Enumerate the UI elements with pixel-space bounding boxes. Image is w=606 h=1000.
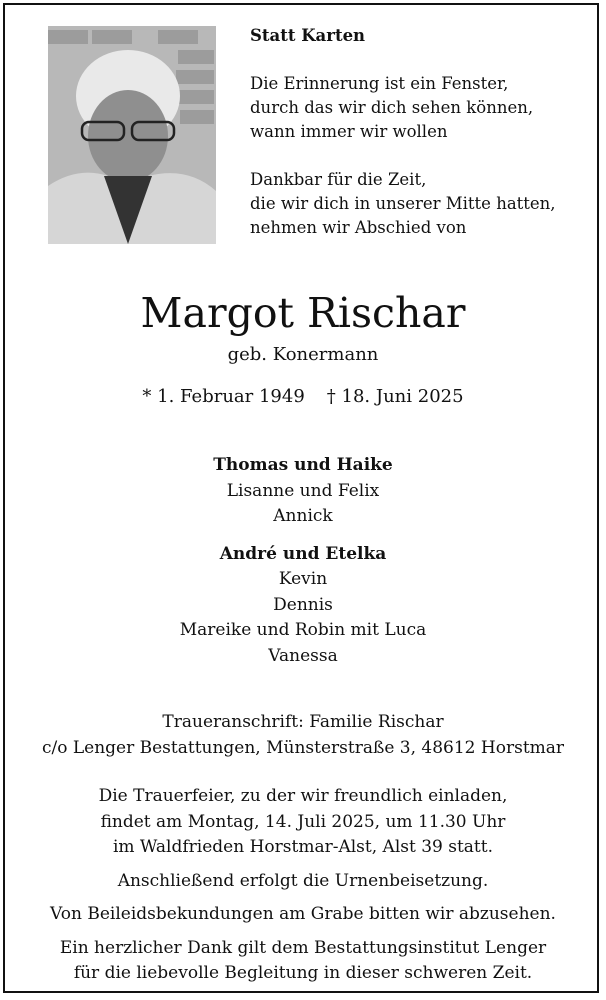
ceremony-line: im Waldfrieden Horstmar-Alst, Alst 39 statt. bbox=[112, 837, 494, 857]
intro-heading: Statt Karten bbox=[250, 26, 366, 45]
maiden-name: geb. Konermann bbox=[227, 344, 379, 365]
intro-verse-2 bbox=[250, 168, 580, 240]
death-date: † 18. Juni 2025 bbox=[326, 386, 464, 407]
portrait-image bbox=[48, 26, 216, 244]
family-member: Kevin bbox=[278, 569, 328, 589]
address-line: Traueranschrift: Familie Rischar bbox=[162, 712, 444, 732]
verse-line: wann immer wir wollen bbox=[250, 122, 448, 141]
funeral-notice bbox=[0, 784, 606, 987]
family-list bbox=[0, 453, 606, 669]
family-group-head: André und Etelka bbox=[219, 543, 387, 564]
thanks-line: Ein herzlicher Dank gilt dem Bestattungsinstitut Lenger bbox=[59, 937, 547, 958]
mourning-address bbox=[0, 710, 606, 761]
verse-line: Dankbar für die Zeit, bbox=[250, 170, 427, 189]
family-member: Mareike und Robin mit Luca bbox=[179, 620, 427, 640]
burial-line: Anschließend erfolgt die Urnenbeisetzung. bbox=[117, 870, 489, 891]
intro-text bbox=[250, 24, 580, 264]
family-member: Dennis bbox=[273, 594, 333, 615]
birth-date: * 1. Februar 1949 bbox=[142, 386, 305, 407]
verse-line: nehmen wir Abschied von bbox=[250, 218, 467, 237]
family-member: Lisanne und Felix bbox=[226, 480, 380, 501]
family-member: Annick bbox=[273, 506, 333, 526]
verse-line: durch das wir dich sehen können, bbox=[250, 98, 534, 117]
portrait-photo bbox=[48, 26, 216, 244]
deceased-name: Margot Rischar bbox=[140, 289, 466, 337]
condolence-line: Von Beileidsbekundungen am Grabe bitten wir abzusehen. bbox=[50, 904, 556, 924]
ceremony-line: findet am Montag, 14. Juli 2025, um 11.30 Uhr bbox=[100, 811, 506, 832]
address-line: c/o Lenger Bestattungen, Münsterstraße 3, 48612 Horstmar bbox=[41, 737, 565, 758]
verse-line: Die Erinnerung ist ein Fenster, bbox=[250, 74, 509, 93]
verse-line: die wir dich in unserer Mitte hatten, bbox=[250, 194, 556, 213]
family-member: Vanessa bbox=[268, 645, 338, 666]
family-group-head: Thomas und Haike bbox=[213, 455, 393, 475]
life-dates bbox=[0, 384, 606, 410]
ceremony-line: Die Trauerfeier, zu der wir freundlich einladen, bbox=[98, 786, 508, 806]
thanks-line: für die liebevolle Begleitung in dieser schweren Zeit. bbox=[73, 963, 533, 983]
intro-verse-1 bbox=[250, 72, 580, 144]
